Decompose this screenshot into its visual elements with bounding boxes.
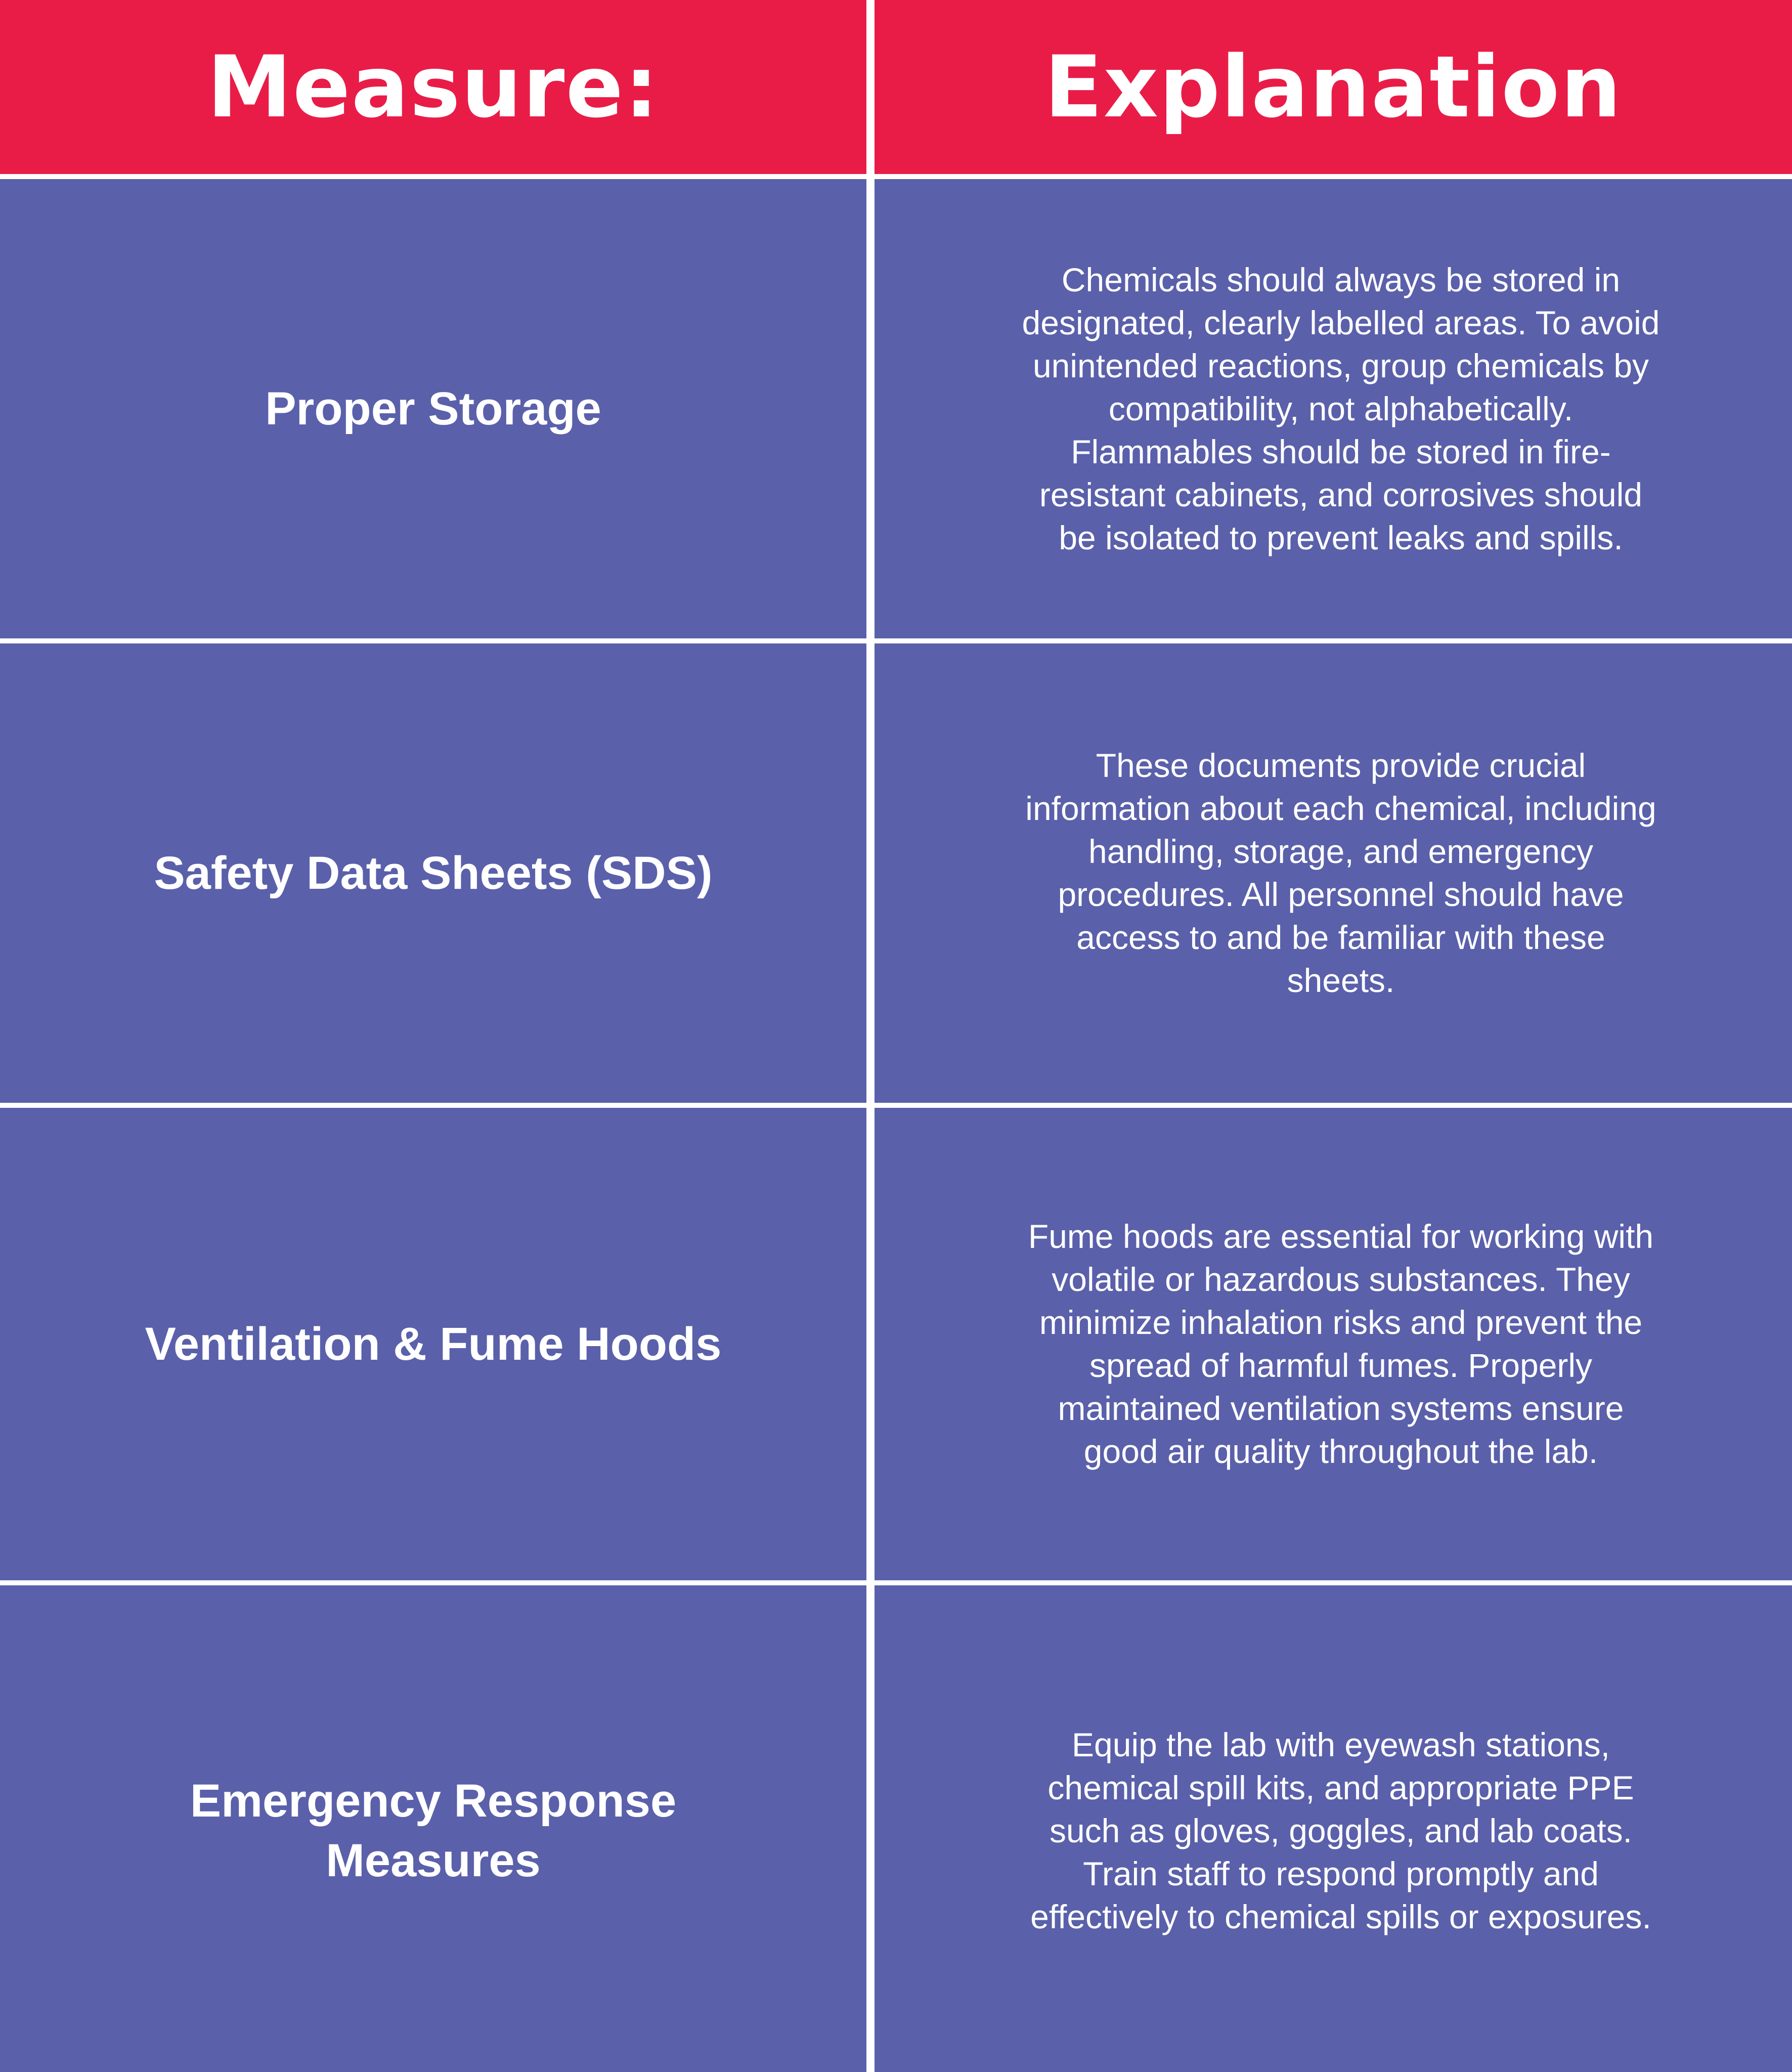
- measure-label: Proper Storage: [265, 383, 601, 435]
- explanation-text: These documents provide crucial information about each chemical, including handling, storage, and emergency procedures. All personnel should have access to and be familiar with these sheets.: [1025, 747, 1656, 999]
- header-explanation: [875, 0, 1792, 174]
- measure-label: Ventilation & Fume Hoods: [145, 1318, 722, 1370]
- measure-cell-emergency-response: [0, 1585, 866, 2072]
- explanation-text: Equip the lab with eyewash stations, chemical spill kits, and appropriate PPE such as gloves, goggles, and lab coats. Train staff to respond promptly and effectively to chemical spills or exposures.: [1030, 1725, 1651, 1935]
- explanation-text: Fume hoods are essential for working with volatile or hazardous substances. They minimize inhalation risks and prevent the spread of harmful fumes. Properly maintained ventilation systems ensure good air quality throughout the lab.: [1028, 1218, 1654, 1470]
- explanation-cell-proper-storage: [875, 179, 1792, 638]
- measure-cell-ventilation: [0, 1108, 866, 1580]
- measure-label: Safety Data Sheets (SDS): [154, 847, 713, 899]
- explanation-cell-emergency-response: [875, 1585, 1792, 2072]
- measure-cell-safety-data-sheets: [0, 643, 866, 1103]
- header-measure-label: Measure:: [207, 37, 660, 137]
- explanation-text: Chemicals should always be stored in designated, clearly labelled areas. To avoid unintended reactions, group chemicals by compatibility, not alphabetically. Flammables should be stored in fire-resistant cabinets, and corrosives should be isolated to prevent leaks and spills.: [1022, 261, 1660, 556]
- measure-label: Emergency Response Measures: [190, 1775, 677, 1886]
- header-explanation-label: Explanation: [1044, 37, 1623, 137]
- explanation-cell-ventilation: [875, 1108, 1792, 1580]
- header-measure: [0, 0, 866, 174]
- explanation-cell-safety-data-sheets: [875, 643, 1792, 1103]
- measure-cell-proper-storage: [0, 179, 866, 638]
